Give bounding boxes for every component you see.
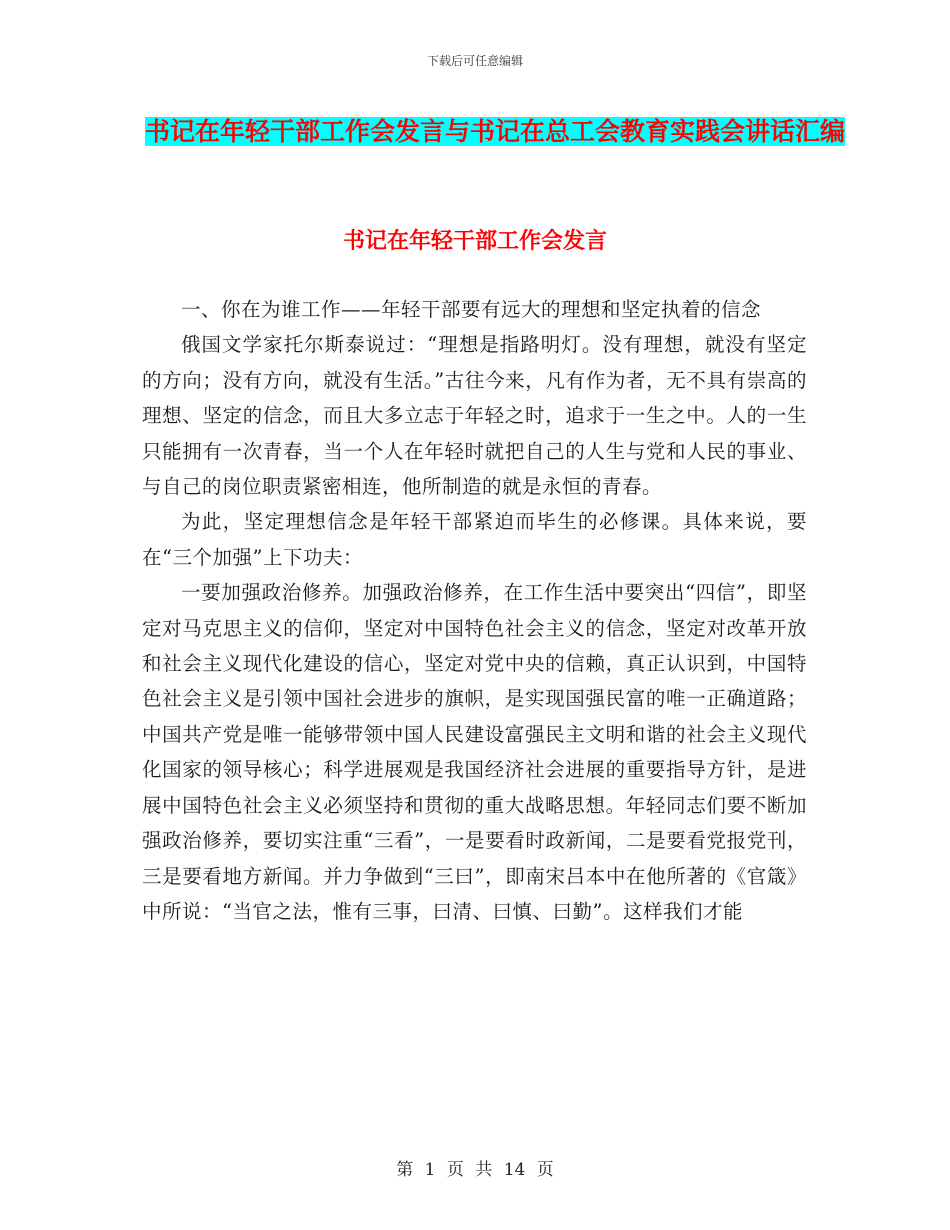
paragraph: 为此，坚定理想信念是年轻干部紧迫而毕生的必修课。具体来说，要在“三个加强”上下功夫： xyxy=(142,510,807,569)
document-title-text: 书记在年轻干部工作会发言与书记在总工会教育实践会讲话汇编 xyxy=(144,117,845,146)
document-body xyxy=(142,292,807,929)
paragraph: 俄国文学家托尔斯泰说过：“理想是指路明灯。没有理想，就没有坚定的方向；没有方向，就没有生活。”古往今来，凡有作为者，无不具有崇高的理想、坚定的信念，而且大多立志于年轻之时，追求于一生之中。人的一生只能拥有一次青春，当一个人在年轻时就把自己的人生与党和人民的事业、与自己的岗位职责紧密相连，他所制造的就是永恒的青春。 xyxy=(142,333,807,499)
paragraph: 一、你在为谁工作——年轻干部要有远大的理想和坚定执着的信念 xyxy=(181,298,762,321)
section-title: 书记在年轻干部工作会发言 xyxy=(342,228,607,254)
page-number-footer: 第 1 页 共 14 页 xyxy=(396,1160,554,1180)
paragraph: 一要加强政治修养。加强政治修养，在工作生活中要突出“四信”，即坚定对马克思主义的信仰，坚定对中国特色社会主义的信念，坚定对改革开放和社会主义现代化建设的信心，坚定对党中央的信赖，真正认识到，中国特色社会主义是引领中国社会进步的旗帜，是实现国强民富的唯一正确道路；中国共产党是唯一能够带领中国人民建设富强民主文明和谐的社会主义现代化国家的领导核心；科学进展观是我国经济社会进展的重要指导方针，是进展中国特色社会主义必须坚持和贯彻的重大战略思想。年轻同志们要不断加强政治修养，要切实注重“三看”，一是要看时政新闻，二是要看党报党刊，三是要看地方新闻。并力争做到“三曰”，即南宋吕本中在他所著的《官箴》中所说：“当官之法，惟有三事，曰清、曰慎、曰勤”。这样我们才能 xyxy=(142,581,807,923)
header-note: 下载后可任意编辑 xyxy=(426,54,523,68)
document-title xyxy=(140,108,850,156)
